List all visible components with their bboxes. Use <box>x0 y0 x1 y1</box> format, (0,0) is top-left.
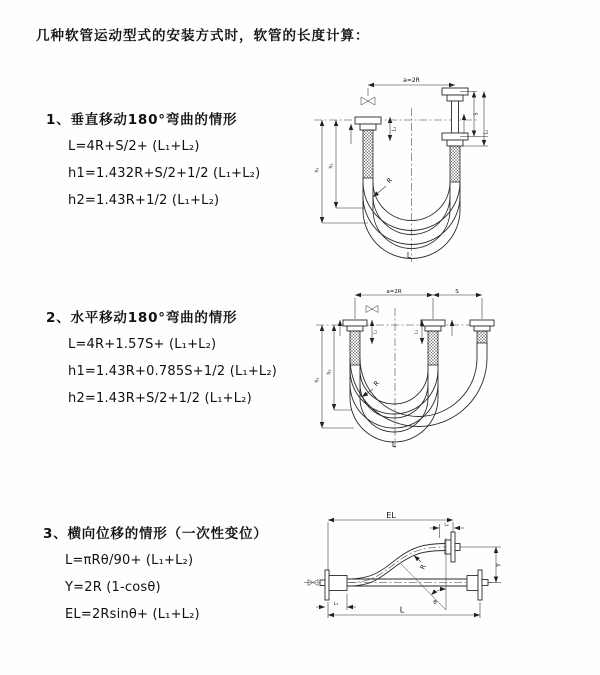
dim-label-a2r: a=2R <box>403 77 420 84</box>
left-pipe-assembly <box>340 320 367 365</box>
pipe <box>452 101 459 133</box>
valve-icon <box>361 97 375 105</box>
formula-line: h2=1.43R+S/2+1/2 (L₁+L₂) <box>68 391 252 406</box>
dimension-l1 <box>316 594 356 610</box>
flange <box>447 140 463 146</box>
formula-line: EL=2Rsinθ+ (L₁+L₂) <box>65 607 200 622</box>
upper-flange-assembly <box>445 532 460 562</box>
left-flange-assembly <box>320 570 347 600</box>
dim-label-l: L <box>399 605 405 615</box>
dim-label-l1: L₁ <box>414 329 420 335</box>
dim-label-r: R <box>385 176 395 186</box>
diagram-vertical-bend <box>306 70 490 266</box>
section-lateral-displacement <box>43 522 268 628</box>
flange <box>325 570 329 600</box>
formula-line: L=πRθ/90+ (L₁+L₂) <box>65 553 194 568</box>
hose-s-curve <box>347 544 445 587</box>
section-horizontal-bend <box>46 306 277 412</box>
dim-label-l2: L₂ <box>444 523 449 528</box>
dim-label-h2: h₂ <box>328 163 335 169</box>
flange <box>470 320 494 326</box>
formula-line: h1=1.43R+0.785S+1/2 (L₁+L₂) <box>68 364 278 379</box>
diagram-lateral-displacement <box>300 512 512 630</box>
dim-label-l1: L₁ <box>391 126 398 132</box>
angle-construction <box>401 538 446 610</box>
dimension-l <box>328 602 480 618</box>
braided-hose-section <box>428 331 438 365</box>
dimension-h2 <box>329 120 365 208</box>
dim-label-h1: h₁ <box>314 167 321 173</box>
page-title: 几种软管运动型式的安装方式时，软管的长度计算： <box>36 28 370 44</box>
formula-line: Y=2R (1-cosθ) <box>65 580 161 595</box>
braided-hose-section <box>477 331 487 343</box>
formula-line: L=4R+1.57S+ (L₁+L₂) <box>68 337 217 352</box>
flange <box>347 326 363 331</box>
flange <box>425 326 441 331</box>
centerlines <box>316 308 496 448</box>
dim-label-l1: L₁ <box>333 602 339 607</box>
dimension-l2 <box>430 522 464 538</box>
dim-label-l2: L₂ <box>483 129 490 135</box>
dim-label-h1: h₁ <box>314 377 321 383</box>
braided-hose-section <box>350 331 360 365</box>
braided-hose-section <box>450 146 460 182</box>
dimension-a2r <box>355 289 482 319</box>
formula-line: L=4R+S/2+ (L₁+L₂) <box>68 139 200 154</box>
flange <box>478 570 482 600</box>
middle-pipe-assembly <box>421 320 452 365</box>
section-1-heading: 1、垂直移动180°弯曲的情形 <box>46 112 238 128</box>
right-pipe-assembly <box>470 320 494 343</box>
lower-flange-assembly <box>467 570 488 600</box>
coupling <box>329 576 347 591</box>
dim-label-theta: θ <box>433 600 437 606</box>
dim-label-el: EL <box>386 511 396 520</box>
dimension-l1 <box>390 117 398 141</box>
dim-label-l: L <box>406 251 412 260</box>
dimension-el <box>328 511 453 570</box>
left-pipe-assembly <box>351 117 381 178</box>
flange <box>447 95 463 101</box>
braided-hose-section <box>363 130 373 178</box>
dim-label-s: S <box>473 112 480 116</box>
dim-label-r: R <box>372 379 382 389</box>
right-pipe-assembly <box>442 88 468 182</box>
dim-label-s: S <box>455 289 459 295</box>
section-vertical-bend <box>46 108 260 214</box>
dimension-l1-left <box>372 320 379 344</box>
dim-label-a2r: a=2R <box>386 289 402 295</box>
flange <box>474 326 490 331</box>
formula-line: h1=1.432R+S/2+1/2 (L₁+L₂) <box>68 166 261 181</box>
dimension-h1 <box>315 120 369 223</box>
dim-label-r: R <box>418 563 428 571</box>
section-3-heading: 3、横向位移的情形（一次性变位） <box>43 526 268 542</box>
hose-moved-position-arcs <box>350 343 487 427</box>
coupling <box>467 576 478 591</box>
stem <box>455 544 460 551</box>
formula-line: h2=1.43R+1/2 (L₁+L₂) <box>68 193 220 208</box>
flange <box>343 320 367 326</box>
dim-label-h2: h₂ <box>326 369 333 375</box>
dim-label-l1: L₁ <box>373 329 379 335</box>
section-2-heading: 2、水平移动180°弯曲的情形 <box>46 310 238 326</box>
radius-callout <box>414 556 428 571</box>
flange <box>355 117 381 124</box>
radius-callout <box>373 176 394 197</box>
diagram-horizontal-bend <box>310 288 510 470</box>
flange <box>360 124 376 130</box>
stem <box>482 580 488 586</box>
dimension-h2 <box>327 325 353 410</box>
dim-label-l: L <box>391 440 397 449</box>
stem <box>320 580 325 586</box>
dim-label-y: Y <box>495 563 503 567</box>
flange <box>451 532 455 562</box>
valve-icon <box>366 306 378 313</box>
flange <box>421 320 445 326</box>
